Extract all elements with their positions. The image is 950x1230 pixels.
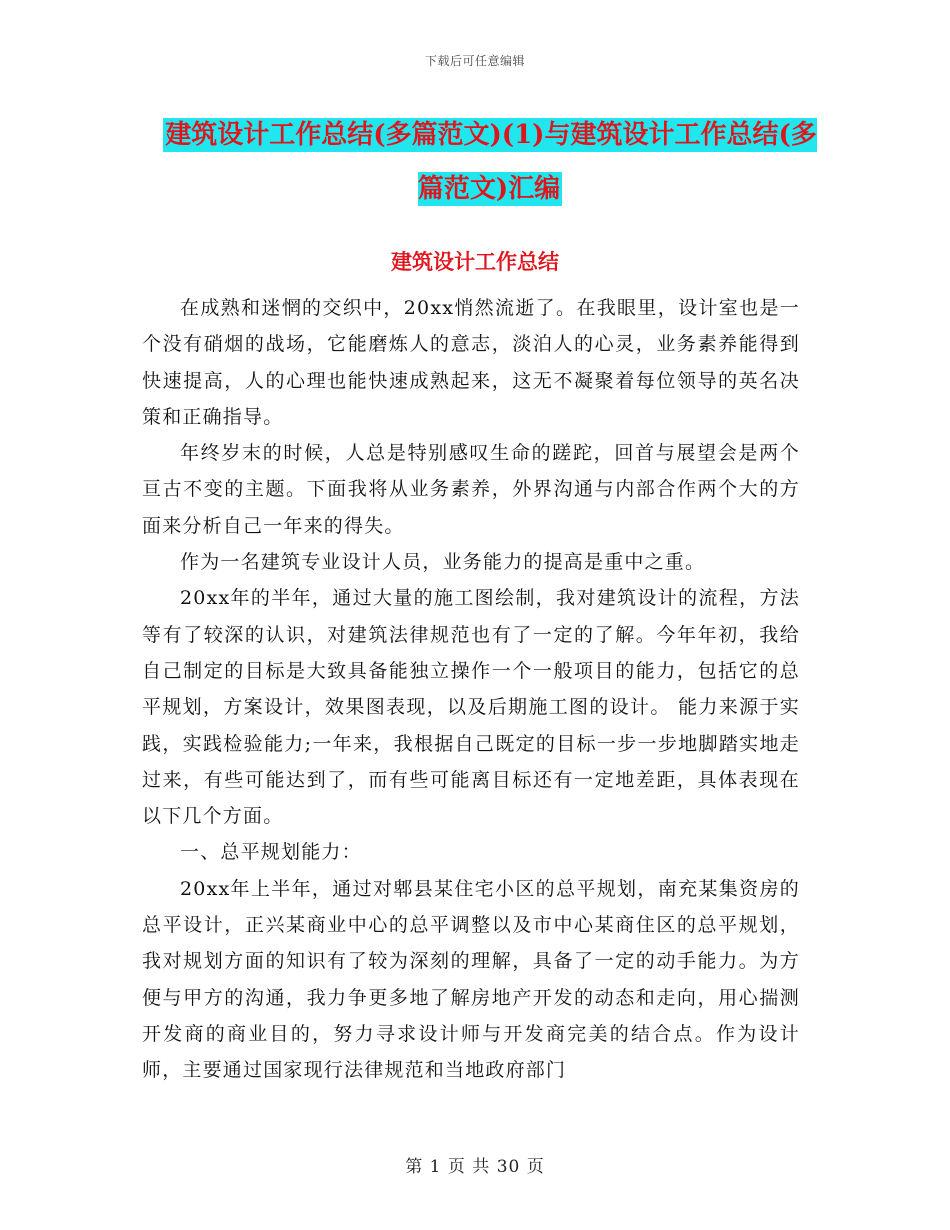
- paragraph: 20xx年的半年，通过大量的施工图绘制，我对建筑设计的流程，方法等有了较深的认识，对建筑法律规范也有了一定的了解。今年年初，我给自己制定的目标是大致具备能独立操作一个一般项目的能力，包括它的总平规划，方案设计，效果图表现，以及后期施工图的设计。 能力来源于实践，实践检验能力;一年来，我根据自己既定的目标一步一步地脚踏实地走过来，有些可能达到了，而有些可能离目标还有一定地差距，具体表现在以下几个方面。: [142, 587, 800, 828]
- page-footer: 第 1 页 共 30 页: [405, 1157, 545, 1177]
- paragraph: 年终岁末的时候，人总是特别感叹生命的蹉跎，回首与展望会是两个亘古不变的主题。下面我将从业务素养，外界沟通与内部合作两个大的方面来分析自己一年来的得失。: [142, 442, 800, 537]
- document-title: [160, 108, 820, 216]
- paragraph: 作为一名建筑专业设计人员，业务能力的提高是重中之重。: [180, 551, 706, 574]
- paragraph: 20xx年上半年，通过对郫县某住宅小区的总平规划，南充某集资房的总平设计，正兴某商业中心的总平调整以及市中心某商住区的总平规划，我对规划方面的知识有了较为深刻的理解，具备了一定的动手能力。为方便与甲方的沟通，我力争更多地了解房地产开发的动态和走向，用心揣测开发商的商业目的，努力寻求设计师与开发商完美的结合点。作为设计师，主要通过国家现行法律规范和当地政府部门: [142, 877, 800, 1082]
- header-note: 下载后可任意编辑: [424, 54, 525, 68]
- section-title: 建筑设计工作总结: [391, 249, 559, 274]
- document-title-text: 建筑设计工作总结(多篇范文)(1)与建筑设计工作总结(多篇范文)汇编: [165, 120, 817, 204]
- paragraph-heading: 一、总平规划能力：: [180, 841, 362, 864]
- document-body: [142, 290, 800, 1089]
- paragraph: 在成熟和迷惘的交织中，20xx悄然流逝了。在我眼里，设计室也是一个没有硝烟的战场，它能磨炼人的意志，淡泊人的心灵，业务素养能得到快速提高，人的心理也能快速成熟起来，这无不凝聚着每位领导的英名决策和正确指导。: [142, 297, 800, 428]
